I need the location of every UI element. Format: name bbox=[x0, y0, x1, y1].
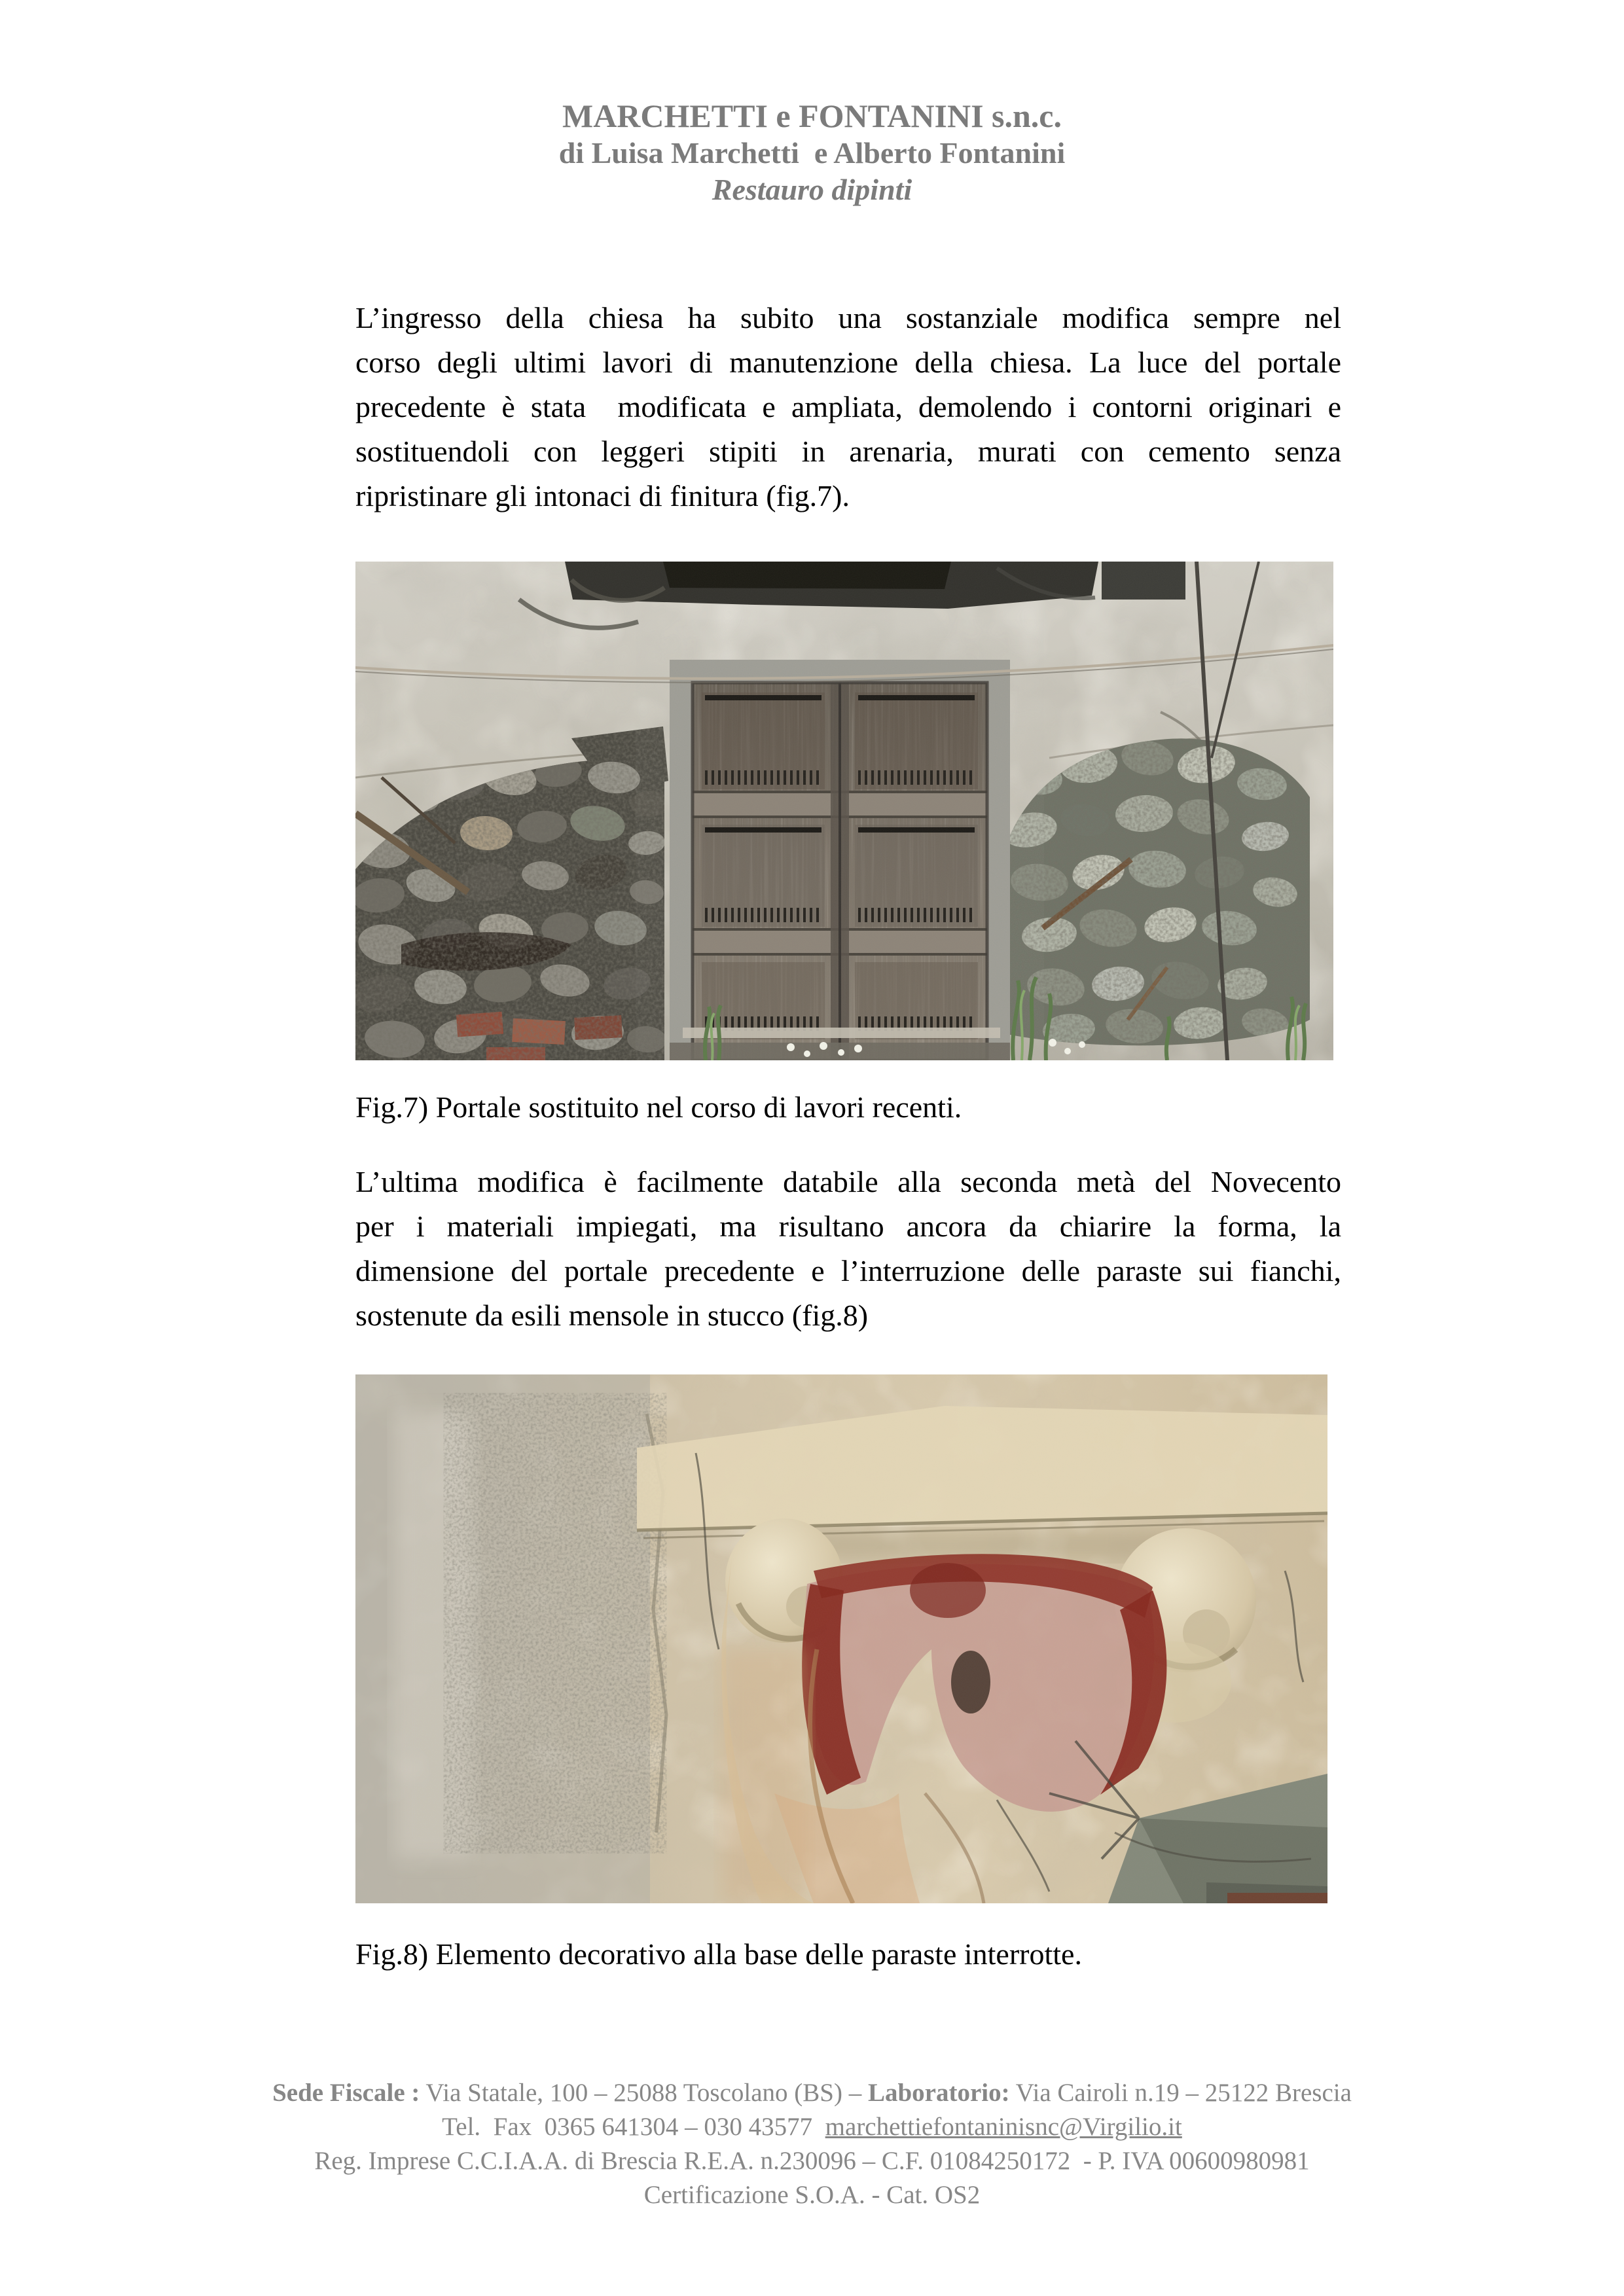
footer-certification: Certificazione S.O.A. - Cat. OS2 bbox=[643, 2181, 981, 2209]
company-tagline: Restauro dipinti bbox=[712, 173, 912, 206]
company-owners: di Luisa Marchetti e Alberto Fontanini bbox=[558, 136, 1066, 170]
footer-contacts bbox=[0, 2110, 1624, 2144]
figure-8 bbox=[355, 1374, 1327, 1903]
company-name: MARCHETTI e FONTANINI s.n.c. bbox=[562, 98, 1062, 134]
paragraph-line: corso degli ultimi lavori di manutenzione della chiesa. La luce del portale bbox=[355, 346, 1341, 379]
paragraph-line: L’ultima modifica è facilmente databile alla seconda metà del Novecento bbox=[355, 1165, 1341, 1198]
figure-8-caption: Fig.8) Elemento decorativo alla base delle paraste interrotte. bbox=[355, 1937, 1082, 1971]
paragraph-line: per i materiali impiegati, ma risultano ancora da chiarire la forma, la bbox=[355, 1210, 1341, 1243]
letter-footer bbox=[0, 2076, 1624, 2212]
footer-lab-label: Laboratorio: bbox=[867, 2079, 1010, 2107]
paragraph-ingresso bbox=[355, 296, 1341, 518]
paragraph-line: L’ingresso della chiesa ha subito una sostanziale modifica sempre nel bbox=[355, 301, 1341, 334]
paragraph-line: precedente è stata modificata e ampliata, demolendo i contorni originari e bbox=[355, 390, 1341, 423]
figure-7-caption: Fig.7) Portale sostituito nel corso di lavori recenti. bbox=[355, 1090, 962, 1124]
figure-7 bbox=[355, 562, 1333, 1060]
letterhead bbox=[0, 97, 1624, 208]
paragraph-ultima-modifica bbox=[355, 1160, 1341, 1338]
footer-phone-fax: Tel. Fax 0365 641304 – 030 43577 bbox=[442, 2113, 825, 2141]
footer-addresses bbox=[0, 2076, 1624, 2110]
portal-photo bbox=[355, 562, 1333, 1060]
stucco-element-photo bbox=[355, 1374, 1327, 1903]
email-link[interactable]: marchettiefontaninisnc@Virgilio.it bbox=[825, 2113, 1182, 2141]
paragraph-line: ripristinare gli intonaci di finitura (fig.7). bbox=[355, 479, 850, 512]
footer-lab-text: Via Cairoli n.19 – 25122 Brescia bbox=[1009, 2079, 1352, 2107]
paragraph-line: dimensione del portale precedente e l’interruzione delle paraste sui fianchi, bbox=[355, 1254, 1341, 1287]
paragraph-line: sostenute da esili mensole in stucco (fig.8) bbox=[355, 1299, 869, 1332]
footer-sede-label: Sede Fiscale : bbox=[272, 2079, 420, 2107]
paragraph-line: sostituendoli con leggeri stipiti in arenaria, murati con cemento senza bbox=[355, 435, 1341, 468]
footer-sede-text: Via Statale, 100 – 25088 Toscolano (BS) – bbox=[420, 2079, 868, 2107]
footer-registration: Reg. Imprese C.C.I.A.A. di Brescia R.E.A. n.230096 – C.F. 01084250172 - P. IVA 00600980981 bbox=[314, 2147, 1310, 2175]
